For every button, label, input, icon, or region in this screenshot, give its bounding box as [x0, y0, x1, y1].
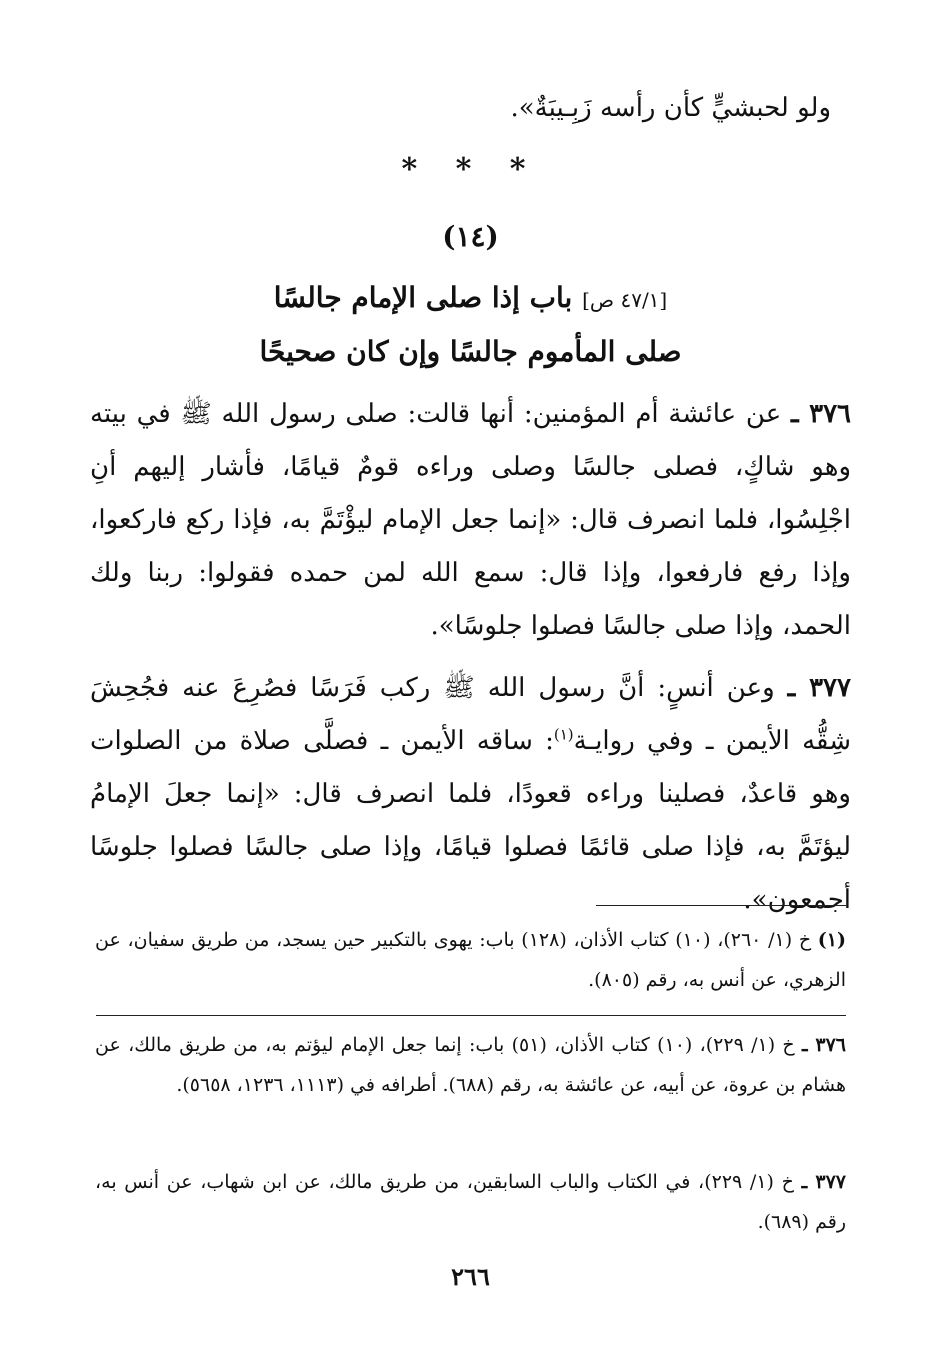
hadith-text: عن عائشة أم المؤمنين: أنها قالت: صلى رسول الله ﷺ في بيته وهو شاكٍ، فصلى جالسًا وصلى وراءه قومٌ قيامًا، فأشار إليهم أنِ اجْلِسُوا، فلما انصرف قال: «إنما جعل الإمام ليؤْتَمَّ به، فإذا ركع فاركعوا، وإذا رفع فارفعوا، وإذا قال: سمع الله لمن حمده فقولوا: ربنا ولك الحمد، وإذا صلى جالسًا فصلوا جلوسًا».: [90, 399, 851, 641]
footnote-1: [95, 920, 846, 1000]
footnote-text: خ (١/ ٢٦٠)، (١٠) كتاب الأذان، (١٢٨) باب: يهوى بالتكبير حين يسجد، من طريق سفيان، عن الزهري، عن أنس به، رقم (٨٠٥).: [95, 929, 846, 991]
manuscript-reference: [٤٧/١ ص]: [582, 288, 668, 312]
page-number: ٢٦٦: [451, 1262, 490, 1291]
chapter-title-text-1: باب إذا صلى الإمام جالسًا: [273, 281, 573, 314]
chapter-heading: [0, 272, 941, 378]
takhrij-376: [95, 1025, 846, 1105]
hadith-number: ٣٧٦ ـ: [790, 399, 852, 429]
hadith-number: ٣٧٧ ـ: [787, 673, 851, 703]
takhrij-text: خ (١/ ٢٢٩)، في الكتاب والباب السابقين، من طريق مالك، عن ابن شهاب، عن أنس به، رقم (٦٨٩).: [95, 1171, 846, 1233]
footnote-reference[interactable]: (١): [553, 725, 574, 744]
chapter-number: (١٤): [442, 220, 499, 253]
takhrij-377: [95, 1162, 846, 1242]
footnote-divider: [596, 905, 846, 906]
takhrij-marker: ٣٧٦ ـ: [801, 1034, 846, 1056]
hadith-text-part-2: : ساقه الأيمن ـ فصلَّى صلاة من الصلوات وهو قاعدٌ، فصلينا وراءه قعودًا، فلما انصرف قال: «إنما جعلَ الإمامُ ليؤتَمَّ به، فإذا صلى قائمًا فصلوا قيامًا، وإذا صلى جالسًا فصلوا جلوسًا أجمعون».: [90, 726, 851, 915]
section-separator: * * *: [401, 152, 540, 187]
hadith-377: [90, 662, 851, 927]
takhrij-text: خ (١/ ٢٢٩)، (١٠) كتاب الأذان، (٥١) باب: إنما جعل الإمام ليؤتم به، من طريق مالك، عن هشام بن عروة، عن أبيه، عن عائشة به، رقم (٦٨٨). أطرافه في (١١١٣، ١٢٣٦، ٥٦٥٨).: [95, 1034, 846, 1096]
hadith-376: [90, 388, 851, 653]
hadith-text-part-1: وعن أنسٍ: أنَّ رسول الله ﷺ ركب فَرَسًا فصُرِعَ عنه فجُحِشَ شِقُّه الأيمن ـ وفي روايـة: [90, 673, 851, 756]
chapter-title-line-2: صلى المأموم جالسًا وإن كان صحيحًا: [259, 335, 682, 368]
takhrij-marker: ٣٧٧ ـ: [801, 1171, 846, 1193]
previous-hadith-ending: ولو لحبشيٍّ كأن رأسه زَبِـيبَةٌ».: [510, 93, 831, 123]
chapter-title-line-1: [0, 272, 941, 326]
footnote-marker: (١): [817, 929, 847, 951]
takhrij-divider: [96, 1015, 846, 1016]
